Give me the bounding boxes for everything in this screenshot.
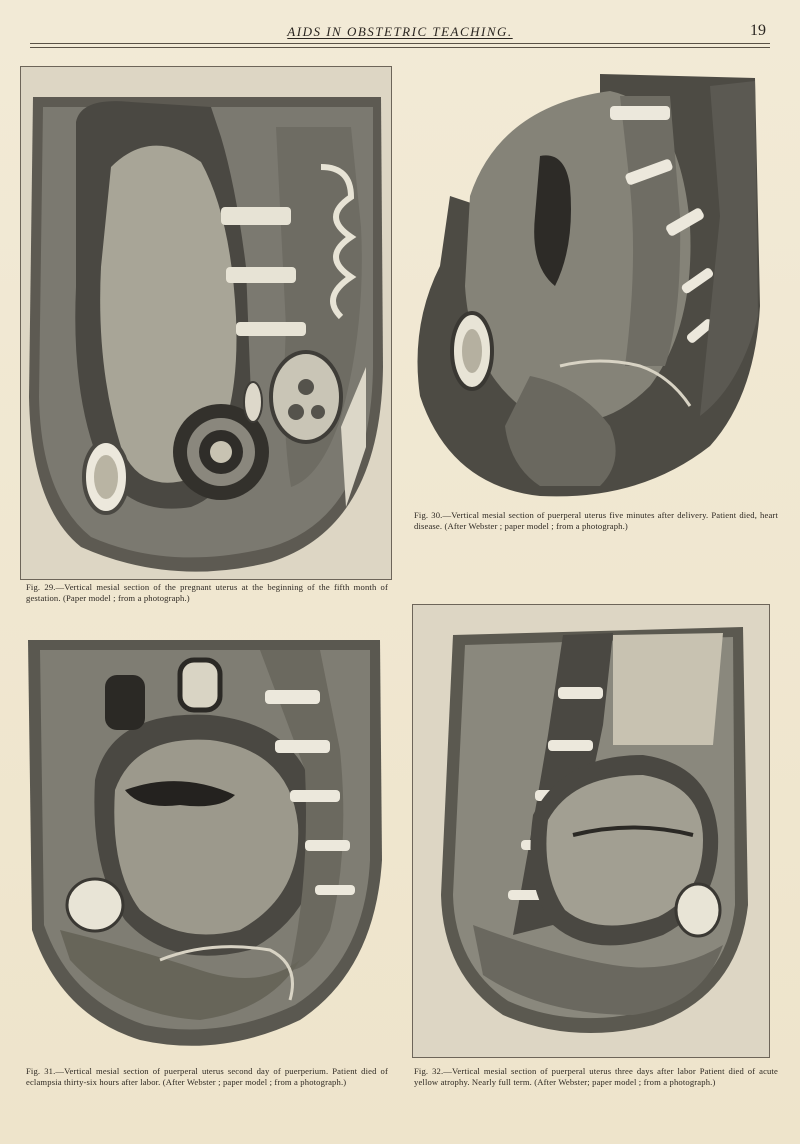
figure-31-image — [20, 630, 390, 1058]
puerperal-uterus-third-day-illustration — [413, 605, 769, 1057]
figure-30-image — [410, 66, 768, 504]
pregnant-uterus-section-illustration — [21, 67, 391, 579]
header-rule-double — [30, 47, 770, 48]
figure-29-image — [20, 66, 392, 580]
figure-32-caption: Fig. 32.—Vertical mesial section of puerperal uterus three days after labor Patient died of acute yellow atrophy. Nearly full term. (After Webster; paper model ; from a photograph.) — [414, 1066, 778, 1087]
running-head: AIDS IN OBSTETRIC TEACHING. — [287, 24, 513, 39]
page-number: 19 — [750, 22, 766, 39]
puerperal-uterus-second-day-illustration — [20, 630, 390, 1058]
header-rule — [30, 43, 770, 44]
figure-31-caption: Fig. 31.—Vertical mesial section of puerperal uterus second day of puerperium. Patient died of eclampsia thirty-six hours after labor. (After Webster ; paper model ; from a photograph.) — [26, 1066, 388, 1087]
postpartum-uterus-section-illustration — [410, 66, 768, 504]
figure-32-image — [412, 604, 770, 1058]
figure-30-caption: Fig. 30.—Vertical mesial section of puerperal uterus five minutes after delivery. Patient died, heart disease. (After Webster ; paper model ; from a photograph.) — [414, 510, 778, 531]
figure-29-caption: Fig. 29.—Vertical mesial section of the pregnant uterus at the beginning of the fifth month of gestation. (Paper model ; from a photograph.) — [26, 582, 388, 603]
